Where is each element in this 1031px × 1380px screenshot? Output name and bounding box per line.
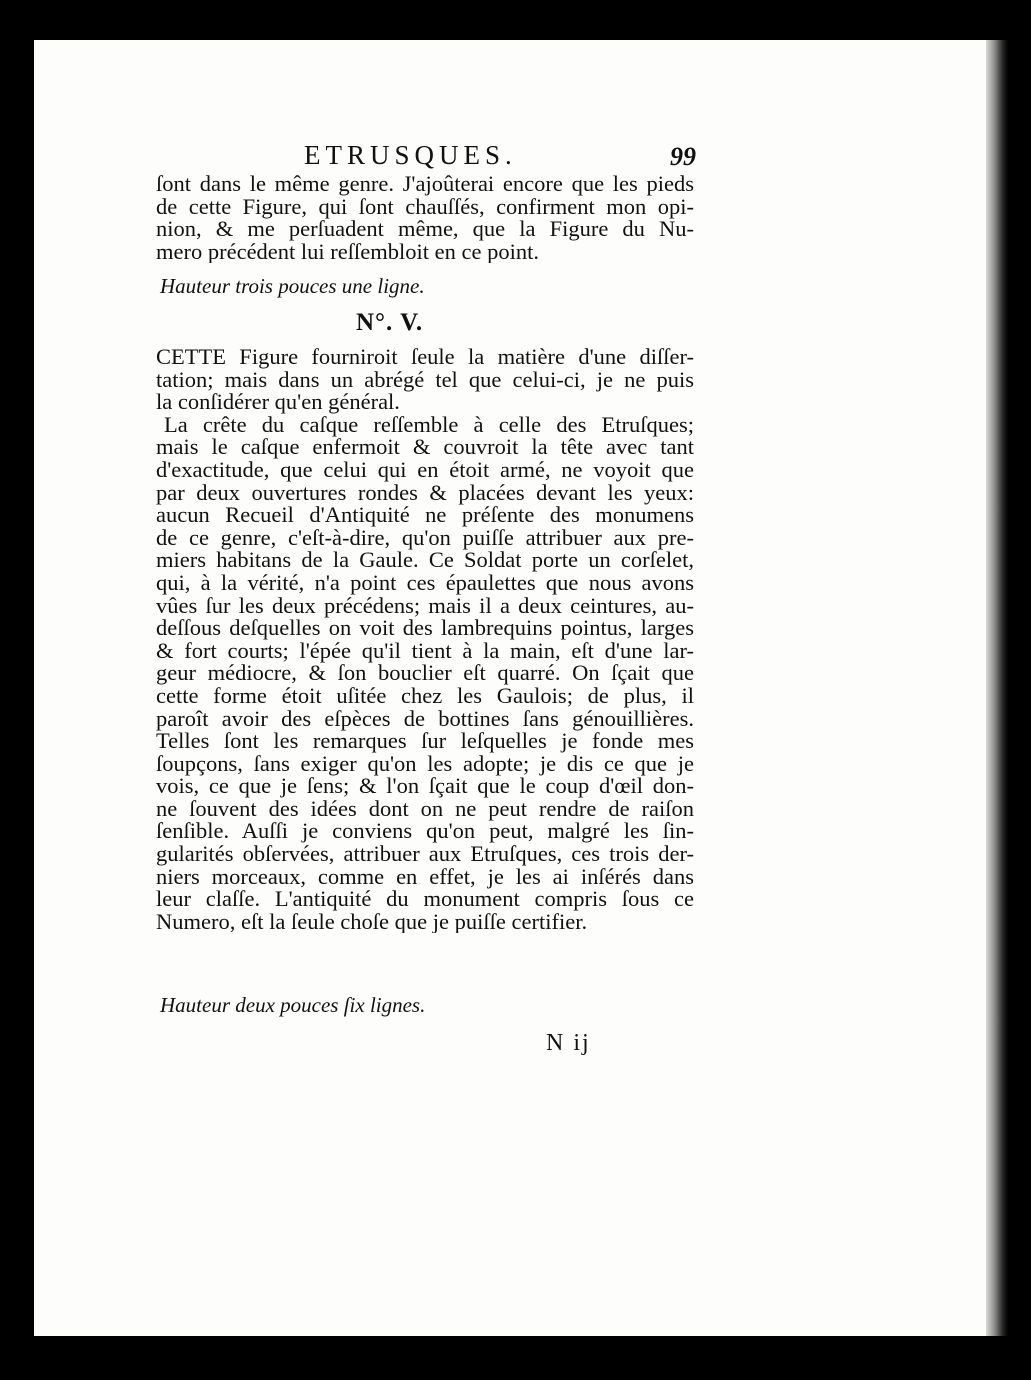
text-line: CETTE Figure fourniroit ſeule la matière d'une diſſer- [156, 346, 694, 369]
text-line: qui, à la vérité, n'a point ces épaulettes que nous avons [156, 569, 694, 595]
text-line: mero précédent lui reſſembloit en ce point. [156, 238, 539, 264]
text-line: de ce genre, c'eſt-à-dire, qu'on puiſſe attribuer aux pre- [156, 524, 694, 550]
text-line: miers habitans de la Gaule. Ce Soldat porte un corſelet, [156, 547, 694, 573]
page-header [300, 140, 696, 174]
text-line: & fort courts; l'épée qu'il tient à la main, eſt d'une lar- [156, 637, 694, 663]
text-line: cette forme étoit uſitée chez les Gaulois; de plus, il [156, 682, 694, 708]
paragraph-section-v [156, 346, 694, 933]
text-line: geur médiocre, & ſon bouclier eſt quarré. On ſçait que [156, 660, 694, 686]
height-note: Hauteur deux pouces ſix lignes. [160, 993, 426, 1017]
text-line: Numero, eſt la ſeule choſe que je puiſſe certifier. [156, 908, 588, 934]
text-line: ſont dans le même genre. J'ajoûterai encore que les pieds [156, 173, 694, 196]
text-line: tation; mais dans un abrégé tel que celui-ci, je ne puis [156, 366, 694, 392]
text-line: vûes ſur les deux précédens; mais il a deux ceintures, au- [156, 592, 694, 618]
page-number: 99 [670, 142, 696, 171]
text-line: par deux ouvertures rondes & placées devant les yeux: [156, 479, 694, 505]
text-line: deſſous deſquelles on voit des lambrequins pointus, larges [156, 615, 694, 641]
text-line: de cette Figure, qui ſont chauſſés, confirment mon opi- [156, 193, 694, 219]
text-line: La crête du caſque reſſemble à celle des Etruſques; [164, 411, 694, 437]
text-line: ne ſouvent des idées dont on ne peut rendre de raiſon [156, 795, 694, 821]
text-line: vois, ce que je ſens; & l'on ſçait que le coup d'œil don- [156, 773, 694, 799]
signature-mark: N ij [546, 1030, 591, 1056]
text-line: la conſidérer qu'en général. [156, 389, 400, 415]
page-edge-shadow [986, 40, 1008, 1336]
text-line: ſoupçons, ſans exiger qu'on les adopte; je dis ce que je [156, 750, 694, 776]
height-note: Hauteur trois pouces une ligne. [160, 274, 425, 298]
text-line: aucun Recueil d'Antiquité ne préſente des monumens [156, 502, 694, 528]
text-line: gularités obſervées, attribuer aux Etruſques, ces trois der- [156, 841, 694, 867]
text-line: leur claſſe. L'antiquité du monument compris ſous ce [156, 886, 694, 912]
section-heading: N°. V. [356, 309, 424, 336]
paragraph-continuation [156, 173, 694, 263]
text-line: mais le caſque enfermoit & couvroit la tête avec tant [156, 434, 694, 460]
text-line: paroît avoir des eſpèces de bottines ſans génouillières. [156, 705, 694, 731]
text-line: niers morceaux, comme en effet, je les ai inſérés dans [156, 863, 694, 889]
text-line: Telles ſont les remarques ſur leſquelles je fonde mes [156, 728, 694, 754]
running-title: ETRUSQUES. [304, 140, 517, 170]
text-line: nion, & me perſuadent même, que la Figure du Nu- [156, 216, 694, 242]
text-line: d'exactitude, que celui qui en étoit armé, ne voyoit que [156, 456, 694, 482]
text-line: ſenſible. Auſſi je conviens qu'on peut, malgré les ſin- [156, 818, 694, 844]
